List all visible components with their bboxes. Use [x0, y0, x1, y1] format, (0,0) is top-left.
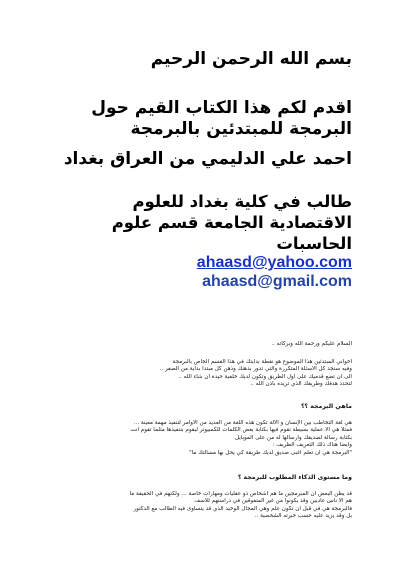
- paragraph-line: هم الا ناس عاديين وقد يكونوا من غير المتفوقين في دراستهم للاسف: [194, 498, 352, 505]
- student-heading: طالب في كلية بغداد للعلوم الاقتصادية الجامعة قسم علوم الحاسبات: [111, 192, 352, 253]
- author-heading: احمد علي الدليمي من العراق بغداد: [63, 149, 352, 169]
- paragraph-line: لتحدد هدفك وطريقك الذي تريده بأذن الله ..: [250, 381, 352, 388]
- paragraph-line: أخواني المبتدئين هذا الموضوع هو نقطة بدايتك في هذا القسم الخاص بالبرمجة: [172, 359, 352, 365]
- paragraph-line: قد يظن البعض ان المبرمجين ما هم اشخاص ذو عقليات ومهارات خاصة ... ولكنهم في الحقيقة ما: [129, 491, 352, 497]
- basmala-heading: بسم الله الرحمن الرحيم: [150, 49, 352, 69]
- greeting-line: السلام عليكم ورحمة الله وبركاته ..: [271, 341, 352, 347]
- paragraph-line: بل وقد يزيد عليه حسب خبرته الشخصية ..: [254, 513, 352, 520]
- definition-paragraph: [52, 420, 352, 457]
- paragraph-line: "البرمجة هي ان تعلم أغبى صديق لديك طريقة كي يحل بها مسألتك ما": [189, 449, 352, 456]
- paragraph-line: الى أن تضع قدميك على اول الطريق وتكون لديك خلفية جيدة ان شاء الله ..: [178, 373, 352, 380]
- paragraph-line: وأيضاً هناك ذلك التعريف الظريف :: [272, 442, 352, 449]
- intro-heading: اقدم لكم هذا الكتاب القيم حول البرمجة للمبتدئين بالبرمجة: [91, 98, 352, 139]
- paragraph-line: بكتابة رسالة لصديقك وارسالها له من على الموبايل: [234, 434, 352, 441]
- intelligence-paragraph: [52, 491, 352, 521]
- paragraph-line: فمثلاً هي ألا عملية بسيطة تقوم فيها بكتابة بعض الكلمات للكمبيوتر ليقوم بتنفيذها مثلما تقوم انت: [130, 427, 352, 434]
- what-is-programming-heading: ماهي البرمجة ؟؟: [300, 403, 352, 410]
- greeting-paragraph: [52, 341, 352, 348]
- email-gmail: ahaasd@gmail.com: [202, 273, 352, 290]
- email-link-yahoo[interactable]: ahaasd@yahoo.com: [196, 254, 352, 271]
- intro-paragraph: [52, 359, 352, 389]
- paragraph-line: فالبرمجة هي في قبل ان تكون علم وهي المجال الوحيد الذي قد يتساوى فيه الطالب مع الدكتور: [133, 505, 352, 512]
- paragraph-line: وفيه سنجد كل الأسئلة المتكررة والتي تدور بذهنك وذهن كل مبتدأ بداية من الصفر ..: [159, 366, 352, 373]
- paragraph-line: هي لغة التخاطب بين الإنسان و الألة تكون هذه اللغة من العديد من الأوامر لتنفيذ مهمة معينة ...: [133, 420, 352, 426]
- intelligence-level-heading: وما مستوى الذكاء المطلوب للبرمجة ؟: [237, 474, 352, 481]
